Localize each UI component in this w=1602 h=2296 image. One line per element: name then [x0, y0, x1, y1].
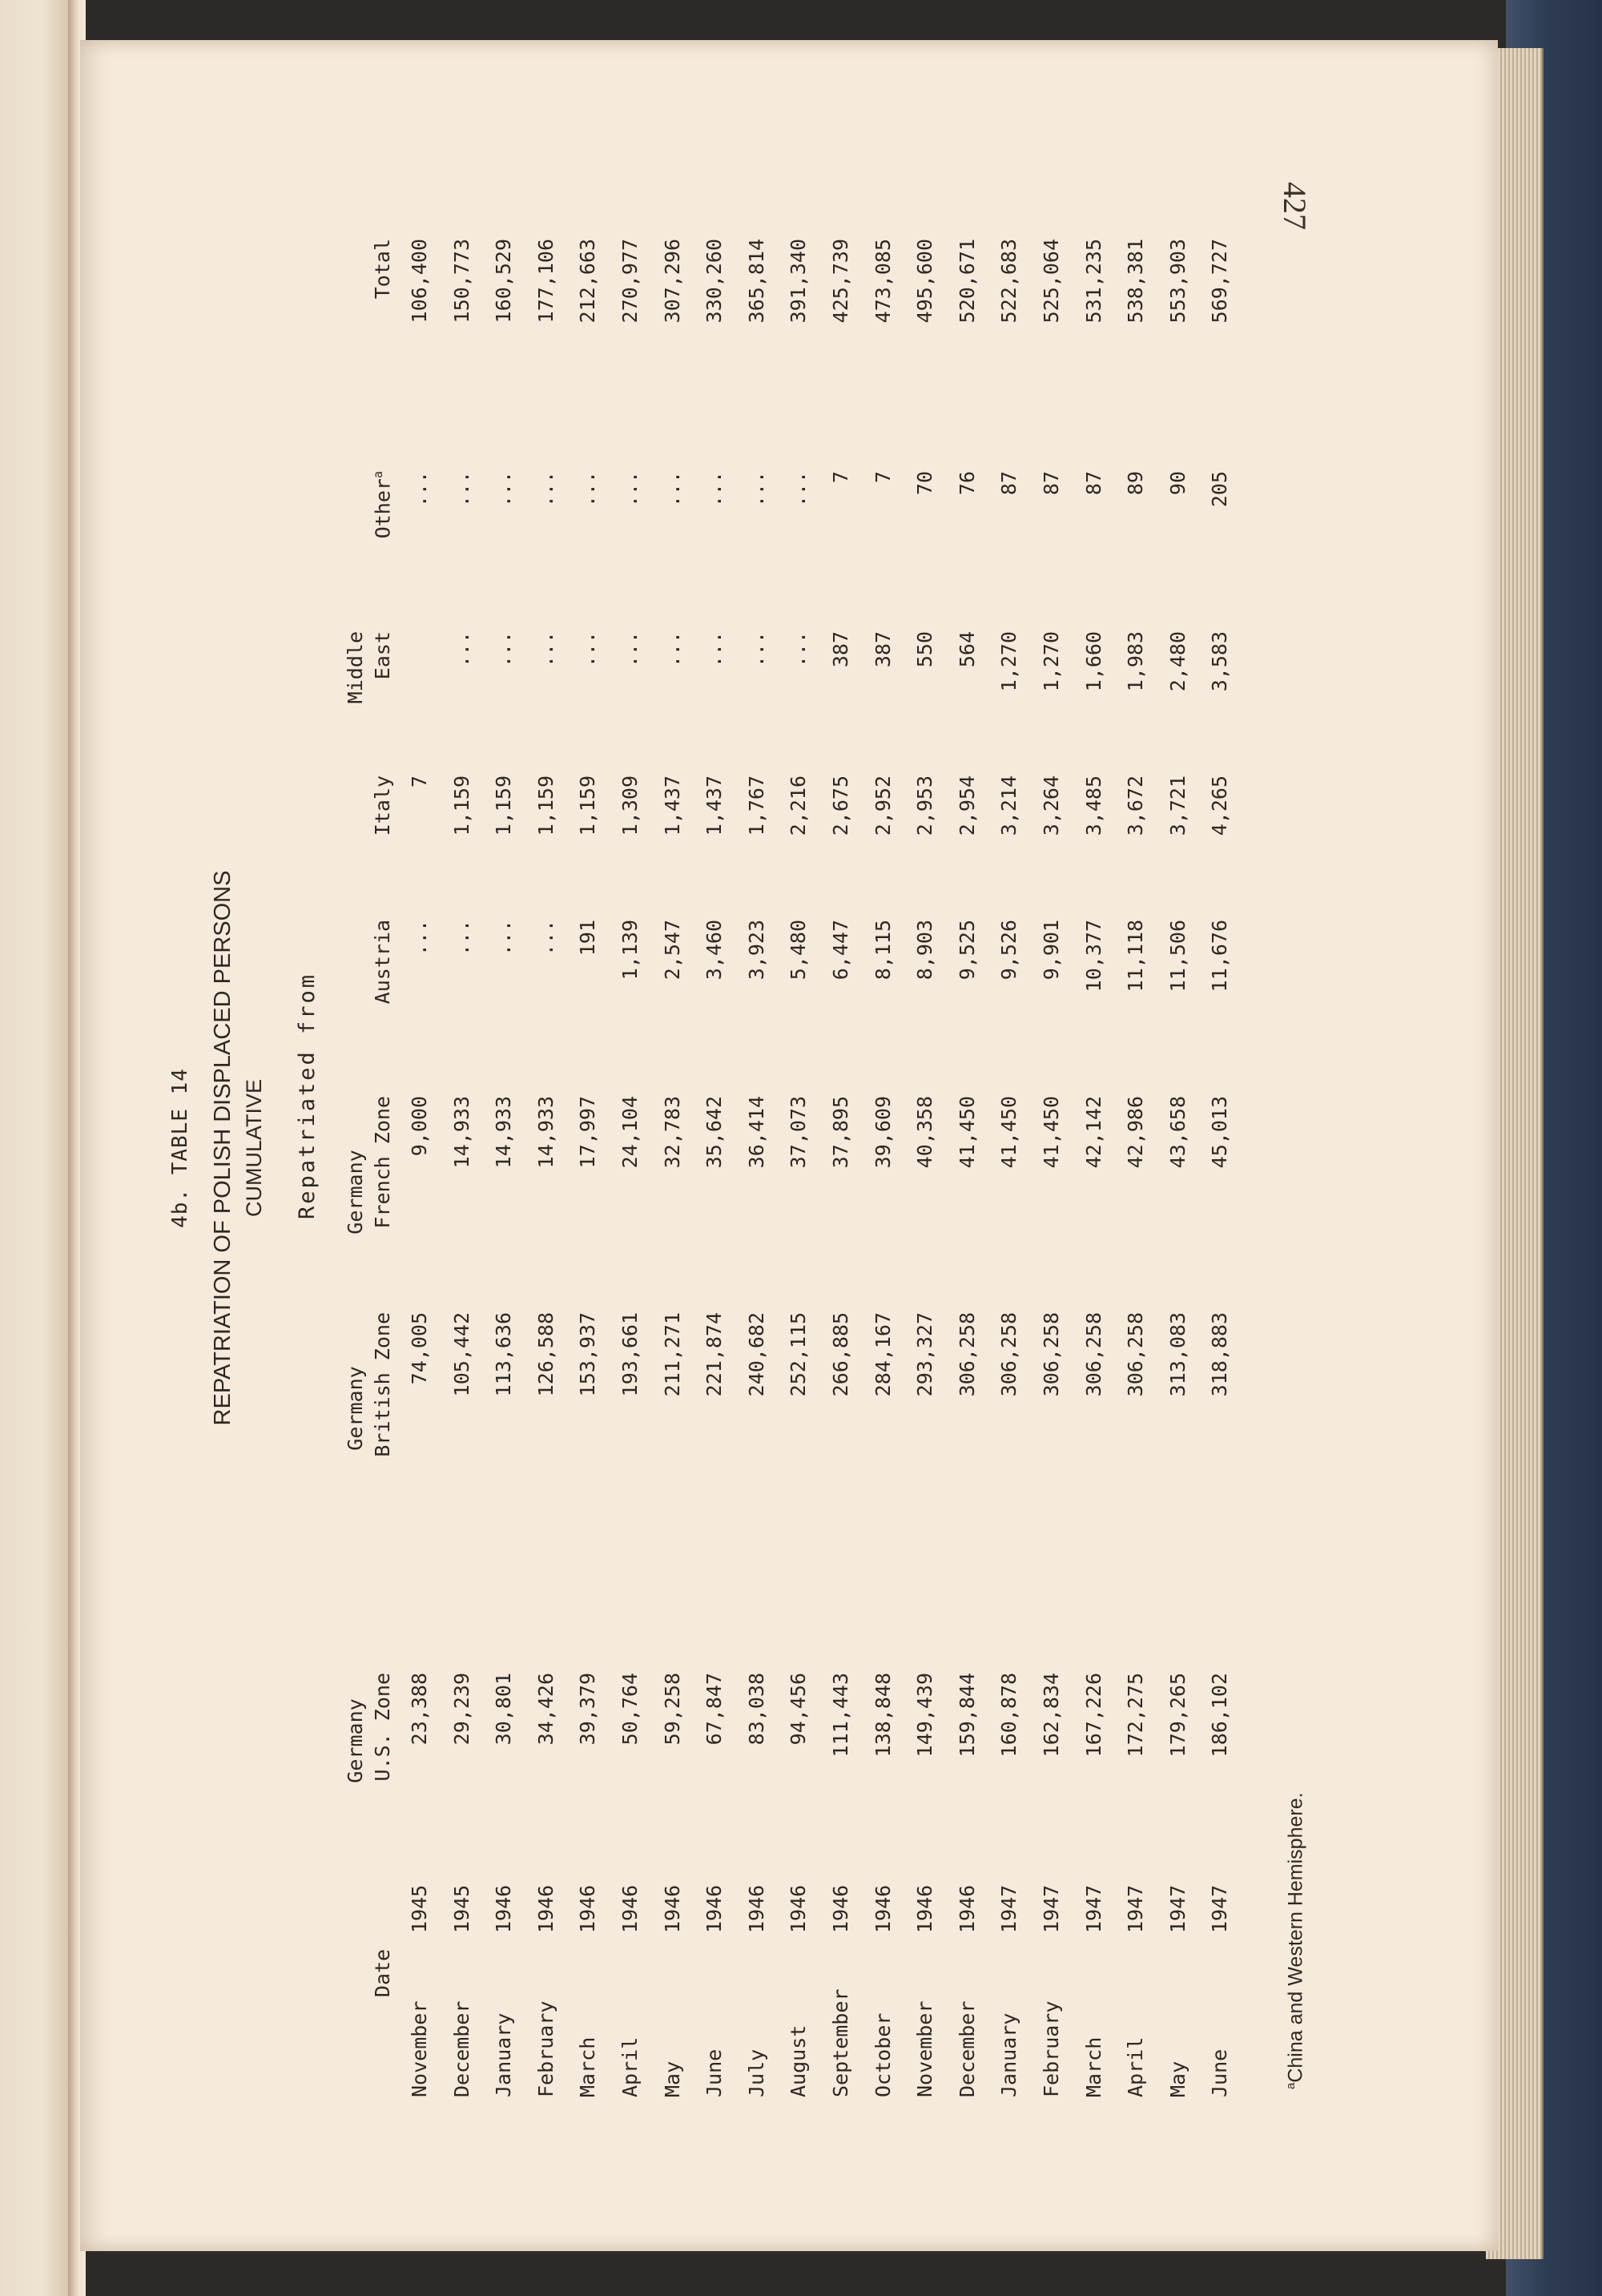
cell-other: 76 — [955, 471, 979, 496]
col-header-us-line2: U.S. Zone — [371, 1673, 394, 1782]
cell-french: 37,073 — [787, 1096, 811, 1169]
table-title: REPATRIATION OF POLISH DISPLACED PERSONS — [210, 870, 235, 1426]
table-row — [988, 199, 1031, 2097]
cell-total: 473,085 — [871, 239, 895, 324]
cell-british: 193,661 — [618, 1312, 642, 1397]
cell-month: December — [449, 2000, 473, 2097]
cell-italy: 1,159 — [533, 775, 557, 836]
cell-year: 1947 — [1208, 1884, 1232, 1933]
cell-year: 1946 — [787, 1884, 811, 1933]
cell-other: 87 — [997, 471, 1021, 496]
cell-total: 160,529 — [492, 239, 516, 324]
cell-british: 293,327 — [913, 1312, 937, 1397]
cell-us: 111,443 — [828, 1673, 852, 1758]
cell-french: 45,013 — [1208, 1096, 1232, 1169]
cell-us: 59,258 — [660, 1673, 684, 1746]
cell-french: 42,986 — [1124, 1096, 1148, 1169]
cell-middle-east: ... — [787, 631, 811, 668]
cell-british: 306,258 — [1081, 1312, 1105, 1397]
cell-year: 1947 — [1124, 1884, 1148, 1933]
cell-month: November — [408, 2000, 431, 2097]
cell-total: 150,773 — [449, 239, 473, 324]
table-row — [1115, 199, 1157, 2097]
cell-other: 70 — [913, 471, 937, 496]
cell-us: 50,764 — [618, 1673, 642, 1746]
cell-middle-east: ... — [492, 631, 516, 668]
cell-month: January — [492, 2012, 516, 2097]
cell-middle-east: ... — [744, 631, 768, 668]
cell-italy: 2,953 — [913, 775, 937, 836]
cell-year: 1947 — [1081, 1884, 1105, 1933]
cell-french: 35,642 — [702, 1096, 727, 1169]
cell-italy: 1,159 — [576, 775, 600, 836]
cell-italy: 4,265 — [1208, 775, 1232, 836]
cell-british: 313,083 — [1165, 1312, 1189, 1397]
cell-month: June — [1208, 2048, 1232, 2097]
cell-other: ... — [787, 471, 811, 508]
col-header-other-footnote-mark: a — [370, 471, 385, 479]
cell-total: 106,400 — [408, 239, 431, 324]
col-header-french-line2: French Zone — [371, 1096, 394, 1229]
col-header-date — [332, 1897, 396, 2049]
cell-total: 520,671 — [955, 239, 979, 324]
cell-middle-east: 3,583 — [1208, 631, 1232, 692]
cell-us: 167,226 — [1081, 1673, 1105, 1758]
cell-month: May — [660, 2060, 684, 2097]
cell-british: 306,258 — [997, 1312, 1021, 1397]
cell-us: 23,388 — [408, 1673, 431, 1746]
cell-month: June — [702, 2048, 727, 2097]
cell-austria: 6,447 — [828, 920, 852, 981]
table-row — [1073, 199, 1116, 2097]
cell-other: 87 — [1081, 471, 1105, 496]
cell-total: 522,683 — [997, 239, 1021, 324]
cell-other: ... — [660, 471, 684, 508]
cell-year: 1947 — [1039, 1884, 1063, 1933]
cell-british: 153,937 — [576, 1312, 600, 1397]
cell-austria: 5,480 — [787, 920, 811, 981]
cell-italy: 1,767 — [744, 775, 768, 836]
col-header-middle-east-line1: Middle — [344, 631, 367, 704]
cell-italy: 2,954 — [955, 775, 979, 836]
cell-middle-east: 564 — [955, 631, 979, 668]
cell-year: 1946 — [828, 1884, 852, 1933]
cell-month: March — [576, 2036, 600, 2097]
cell-british: 221,874 — [702, 1312, 727, 1397]
cell-year: 1946 — [576, 1884, 600, 1933]
group-header-repatriated-from: Repatriated from — [295, 972, 320, 1220]
cell-french: 41,450 — [997, 1096, 1021, 1169]
cell-british: 74,005 — [408, 1312, 431, 1385]
cell-month: January — [997, 2012, 1021, 2097]
cell-british: 306,258 — [955, 1312, 979, 1397]
table-row — [399, 199, 441, 2097]
cell-french: 14,933 — [449, 1096, 473, 1169]
cell-italy: 7 — [408, 775, 431, 788]
table-subtitle: CUMULATIVE — [242, 1078, 266, 1218]
cell-year: 1946 — [533, 1884, 557, 1933]
cell-french: 32,783 — [660, 1096, 684, 1169]
table-row — [947, 199, 989, 2097]
cell-month: February — [533, 2000, 557, 2097]
cell-austria: ... — [533, 920, 557, 957]
cell-italy: 3,264 — [1039, 775, 1063, 836]
cell-total: 495,600 — [913, 239, 937, 324]
cell-italy: 2,216 — [787, 775, 811, 836]
table-row — [1199, 199, 1242, 2097]
cell-british: 211,271 — [660, 1312, 684, 1397]
cell-us: 162,834 — [1039, 1673, 1063, 1758]
cell-year: 1945 — [408, 1884, 431, 1933]
cell-french: 24,104 — [618, 1096, 642, 1169]
table-number: 4b. TABLE 14 — [168, 1068, 192, 1228]
cell-austria: 9,525 — [955, 920, 979, 981]
cell-other: 87 — [1039, 471, 1063, 496]
cell-austria: 8,903 — [913, 920, 937, 981]
cell-month: February — [1039, 2000, 1063, 2097]
cell-middle-east: 387 — [871, 631, 895, 668]
cell-year: 1945 — [449, 1884, 473, 1933]
cell-british: 252,115 — [787, 1312, 811, 1397]
cell-other: ... — [492, 471, 516, 508]
table-row — [820, 199, 863, 2097]
cell-total: 307,296 — [660, 239, 684, 324]
cell-italy: 2,675 — [828, 775, 852, 836]
col-header-italy — [332, 775, 396, 888]
cell-us: 186,102 — [1208, 1673, 1232, 1758]
cell-middle-east: 2,480 — [1165, 631, 1189, 692]
cell-other: ... — [449, 471, 473, 508]
facing-page — [0, 0, 68, 2296]
col-header-other — [332, 471, 396, 583]
cell-austria: 1,139 — [618, 920, 642, 981]
cell-total: 425,739 — [828, 239, 852, 324]
cell-middle-east: ... — [618, 631, 642, 668]
footnote — [1284, 1792, 1307, 2089]
col-header-other-label — [364, 471, 396, 538]
cell-austria: ... — [492, 920, 516, 957]
table-row — [736, 199, 779, 2097]
cell-italy: 1,309 — [618, 775, 642, 836]
cell-total: 212,663 — [576, 239, 600, 324]
cell-month: December — [955, 2000, 979, 2097]
cell-french: 43,658 — [1165, 1096, 1189, 1169]
cell-austria: 8,115 — [871, 920, 895, 981]
cell-month: May — [1165, 2060, 1189, 2097]
footnote-mark: a — [1284, 2082, 1298, 2089]
cell-british: 240,682 — [744, 1312, 768, 1397]
cell-us: 34,426 — [533, 1673, 557, 1746]
cell-middle-east: ... — [702, 631, 727, 668]
cell-total: 365,814 — [744, 239, 768, 324]
cell-year: 1946 — [660, 1884, 684, 1933]
cell-austria: 11,118 — [1124, 920, 1148, 993]
cell-year: 1946 — [492, 1884, 516, 1933]
table-body — [399, 199, 1242, 2097]
table-row — [441, 199, 484, 2097]
cell-french: 17,997 — [576, 1096, 600, 1169]
cell-total: 525,064 — [1039, 239, 1063, 324]
cell-total: 538,381 — [1124, 239, 1148, 324]
cell-middle-east: ... — [449, 631, 473, 668]
cell-month: August — [787, 2024, 811, 2097]
table-row — [567, 199, 610, 2097]
cell-other: ... — [744, 471, 768, 508]
cell-month: July — [744, 2048, 768, 2097]
cell-british: 105,442 — [449, 1312, 473, 1397]
cell-french: 41,450 — [955, 1096, 979, 1169]
cell-french: 40,358 — [913, 1096, 937, 1169]
cell-month: November — [913, 2000, 937, 2097]
cell-us: 83,038 — [744, 1673, 768, 1746]
table-row — [863, 199, 905, 2097]
cell-british: 113,636 — [492, 1312, 516, 1397]
cell-middle-east: 1,270 — [997, 631, 1021, 692]
cell-french: 39,609 — [871, 1096, 895, 1169]
cell-italy: 1,437 — [660, 775, 684, 836]
cell-french: 41,450 — [1039, 1096, 1063, 1169]
cell-austria: 3,460 — [702, 920, 727, 981]
footnote-text: China and Western Hemisphere. — [1284, 1792, 1307, 2083]
cell-year: 1947 — [1165, 1884, 1189, 1933]
cell-us: 30,801 — [492, 1673, 516, 1746]
cell-middle-east: 1,660 — [1081, 631, 1105, 692]
table-row — [652, 199, 694, 2097]
cell-total: 177,106 — [533, 239, 557, 324]
cell-year: 1946 — [702, 1884, 727, 1933]
page-number: 427 — [1277, 182, 1313, 230]
table-row — [483, 199, 525, 2097]
cell-french: 14,933 — [492, 1096, 516, 1169]
col-header-british-line1: Germany — [344, 1366, 367, 1451]
cell-italy: 3,214 — [997, 775, 1021, 836]
cell-french: 42,142 — [1081, 1096, 1105, 1169]
col-header-middle-east — [332, 631, 396, 743]
cell-month: April — [1124, 2036, 1148, 2097]
cell-austria: 191 — [576, 920, 600, 957]
cell-austria: 11,676 — [1208, 920, 1232, 993]
cell-other: 90 — [1165, 471, 1189, 496]
col-header-british-zone — [332, 1312, 396, 1504]
cell-us: 138,848 — [871, 1673, 895, 1758]
col-header-total-label: Total — [371, 239, 394, 300]
cell-other: ... — [533, 471, 557, 508]
cell-british: 126,588 — [533, 1312, 557, 1397]
cell-middle-east: 550 — [913, 631, 937, 668]
cell-total: 553,903 — [1165, 239, 1189, 324]
cell-italy: 1,159 — [492, 775, 516, 836]
cell-middle-east: ... — [576, 631, 600, 668]
cell-middle-east: 1,983 — [1124, 631, 1148, 692]
cell-month: October — [871, 2012, 895, 2097]
col-header-total — [332, 239, 396, 367]
cell-italy: 1,437 — [702, 775, 727, 836]
cell-italy: 2,952 — [871, 775, 895, 836]
cell-other: 7 — [828, 471, 852, 484]
cell-other: ... — [576, 471, 600, 508]
col-header-french-zone — [332, 1096, 396, 1288]
cell-middle-east: 1,270 — [1039, 631, 1063, 692]
cell-british: 306,258 — [1039, 1312, 1063, 1397]
cell-other: ... — [702, 471, 727, 508]
cell-total: 391,340 — [787, 239, 811, 324]
cell-total: 531,235 — [1081, 239, 1105, 324]
col-header-french-line1: Germany — [344, 1150, 367, 1235]
cell-total: 569,727 — [1208, 239, 1232, 324]
col-header-us-zone — [332, 1673, 396, 1809]
cell-other: ... — [618, 471, 642, 508]
cell-austria: 11,506 — [1165, 920, 1189, 993]
table-row — [778, 199, 820, 2097]
cell-us: 172,275 — [1124, 1673, 1148, 1758]
cell-total: 270,977 — [618, 239, 642, 324]
cell-british: 318,883 — [1208, 1312, 1232, 1397]
cell-total: 330,260 — [702, 239, 727, 324]
table-row — [525, 199, 568, 2097]
rotated-table — [168, 199, 1314, 2097]
cell-austria: ... — [449, 920, 473, 957]
cell-other: 205 — [1208, 471, 1232, 508]
col-header-middle-east-line2: East — [371, 631, 394, 680]
cell-us: 179,265 — [1165, 1673, 1189, 1758]
cell-british: 306,258 — [1124, 1312, 1148, 1397]
col-header-austria-label: Austria — [371, 920, 394, 1005]
cell-year: 1946 — [744, 1884, 768, 1933]
cell-other: ... — [408, 471, 431, 508]
cell-us: 29,239 — [449, 1673, 473, 1746]
cell-middle-east: ... — [533, 631, 557, 668]
cell-us: 160,878 — [997, 1673, 1021, 1758]
cell-middle-east: ... — [660, 631, 684, 668]
cell-year: 1946 — [618, 1884, 642, 1933]
cell-month: March — [1081, 2036, 1105, 2097]
cell-other: 89 — [1124, 471, 1148, 496]
cell-us: 94,456 — [787, 1673, 811, 1746]
col-header-british-line2: British Zone — [371, 1312, 394, 1457]
col-header-date-label: Date — [371, 1948, 394, 1998]
cell-austria: 10,377 — [1081, 920, 1105, 993]
table-row — [1157, 199, 1200, 2097]
cell-middle-east: 387 — [828, 631, 852, 668]
cell-british: 266,885 — [828, 1312, 852, 1397]
cell-austria: ... — [408, 920, 431, 957]
cell-year: 1947 — [997, 1884, 1021, 1933]
cell-british: 284,167 — [871, 1312, 895, 1397]
table-row — [694, 199, 736, 2097]
cell-french: 36,414 — [744, 1096, 768, 1169]
cell-austria: 9,901 — [1039, 920, 1063, 981]
col-header-other-text: Other — [371, 478, 394, 539]
cell-year: 1946 — [871, 1884, 895, 1933]
cell-year: 1946 — [955, 1884, 979, 1933]
cell-italy: 3,721 — [1165, 775, 1189, 836]
cell-austria: 3,923 — [744, 920, 768, 981]
cell-italy: 3,485 — [1081, 775, 1105, 836]
cell-french: 37,895 — [828, 1096, 852, 1169]
cell-italy: 3,672 — [1124, 775, 1148, 836]
cell-us: 67,847 — [702, 1673, 727, 1746]
cell-us: 39,379 — [576, 1673, 600, 1746]
table-row — [904, 199, 947, 2097]
cell-other: 7 — [871, 471, 895, 484]
cell-month: September — [828, 1988, 852, 2097]
cell-austria: 2,547 — [660, 920, 684, 981]
col-header-us-line1: Germany — [344, 1698, 367, 1783]
col-header-austria — [332, 920, 396, 1072]
cell-us: 149,439 — [913, 1673, 937, 1758]
cell-italy: 1,159 — [449, 775, 473, 836]
table-row — [1031, 199, 1073, 2097]
cell-french: 14,933 — [533, 1096, 557, 1169]
cell-us: 159,844 — [955, 1673, 979, 1758]
cell-austria: 9,526 — [997, 920, 1021, 981]
cell-month: April — [618, 2036, 642, 2097]
cell-year: 1946 — [913, 1884, 937, 1933]
table-row — [610, 199, 652, 2097]
col-header-italy-label: Italy — [371, 775, 394, 836]
cell-french: 9,000 — [408, 1096, 431, 1157]
